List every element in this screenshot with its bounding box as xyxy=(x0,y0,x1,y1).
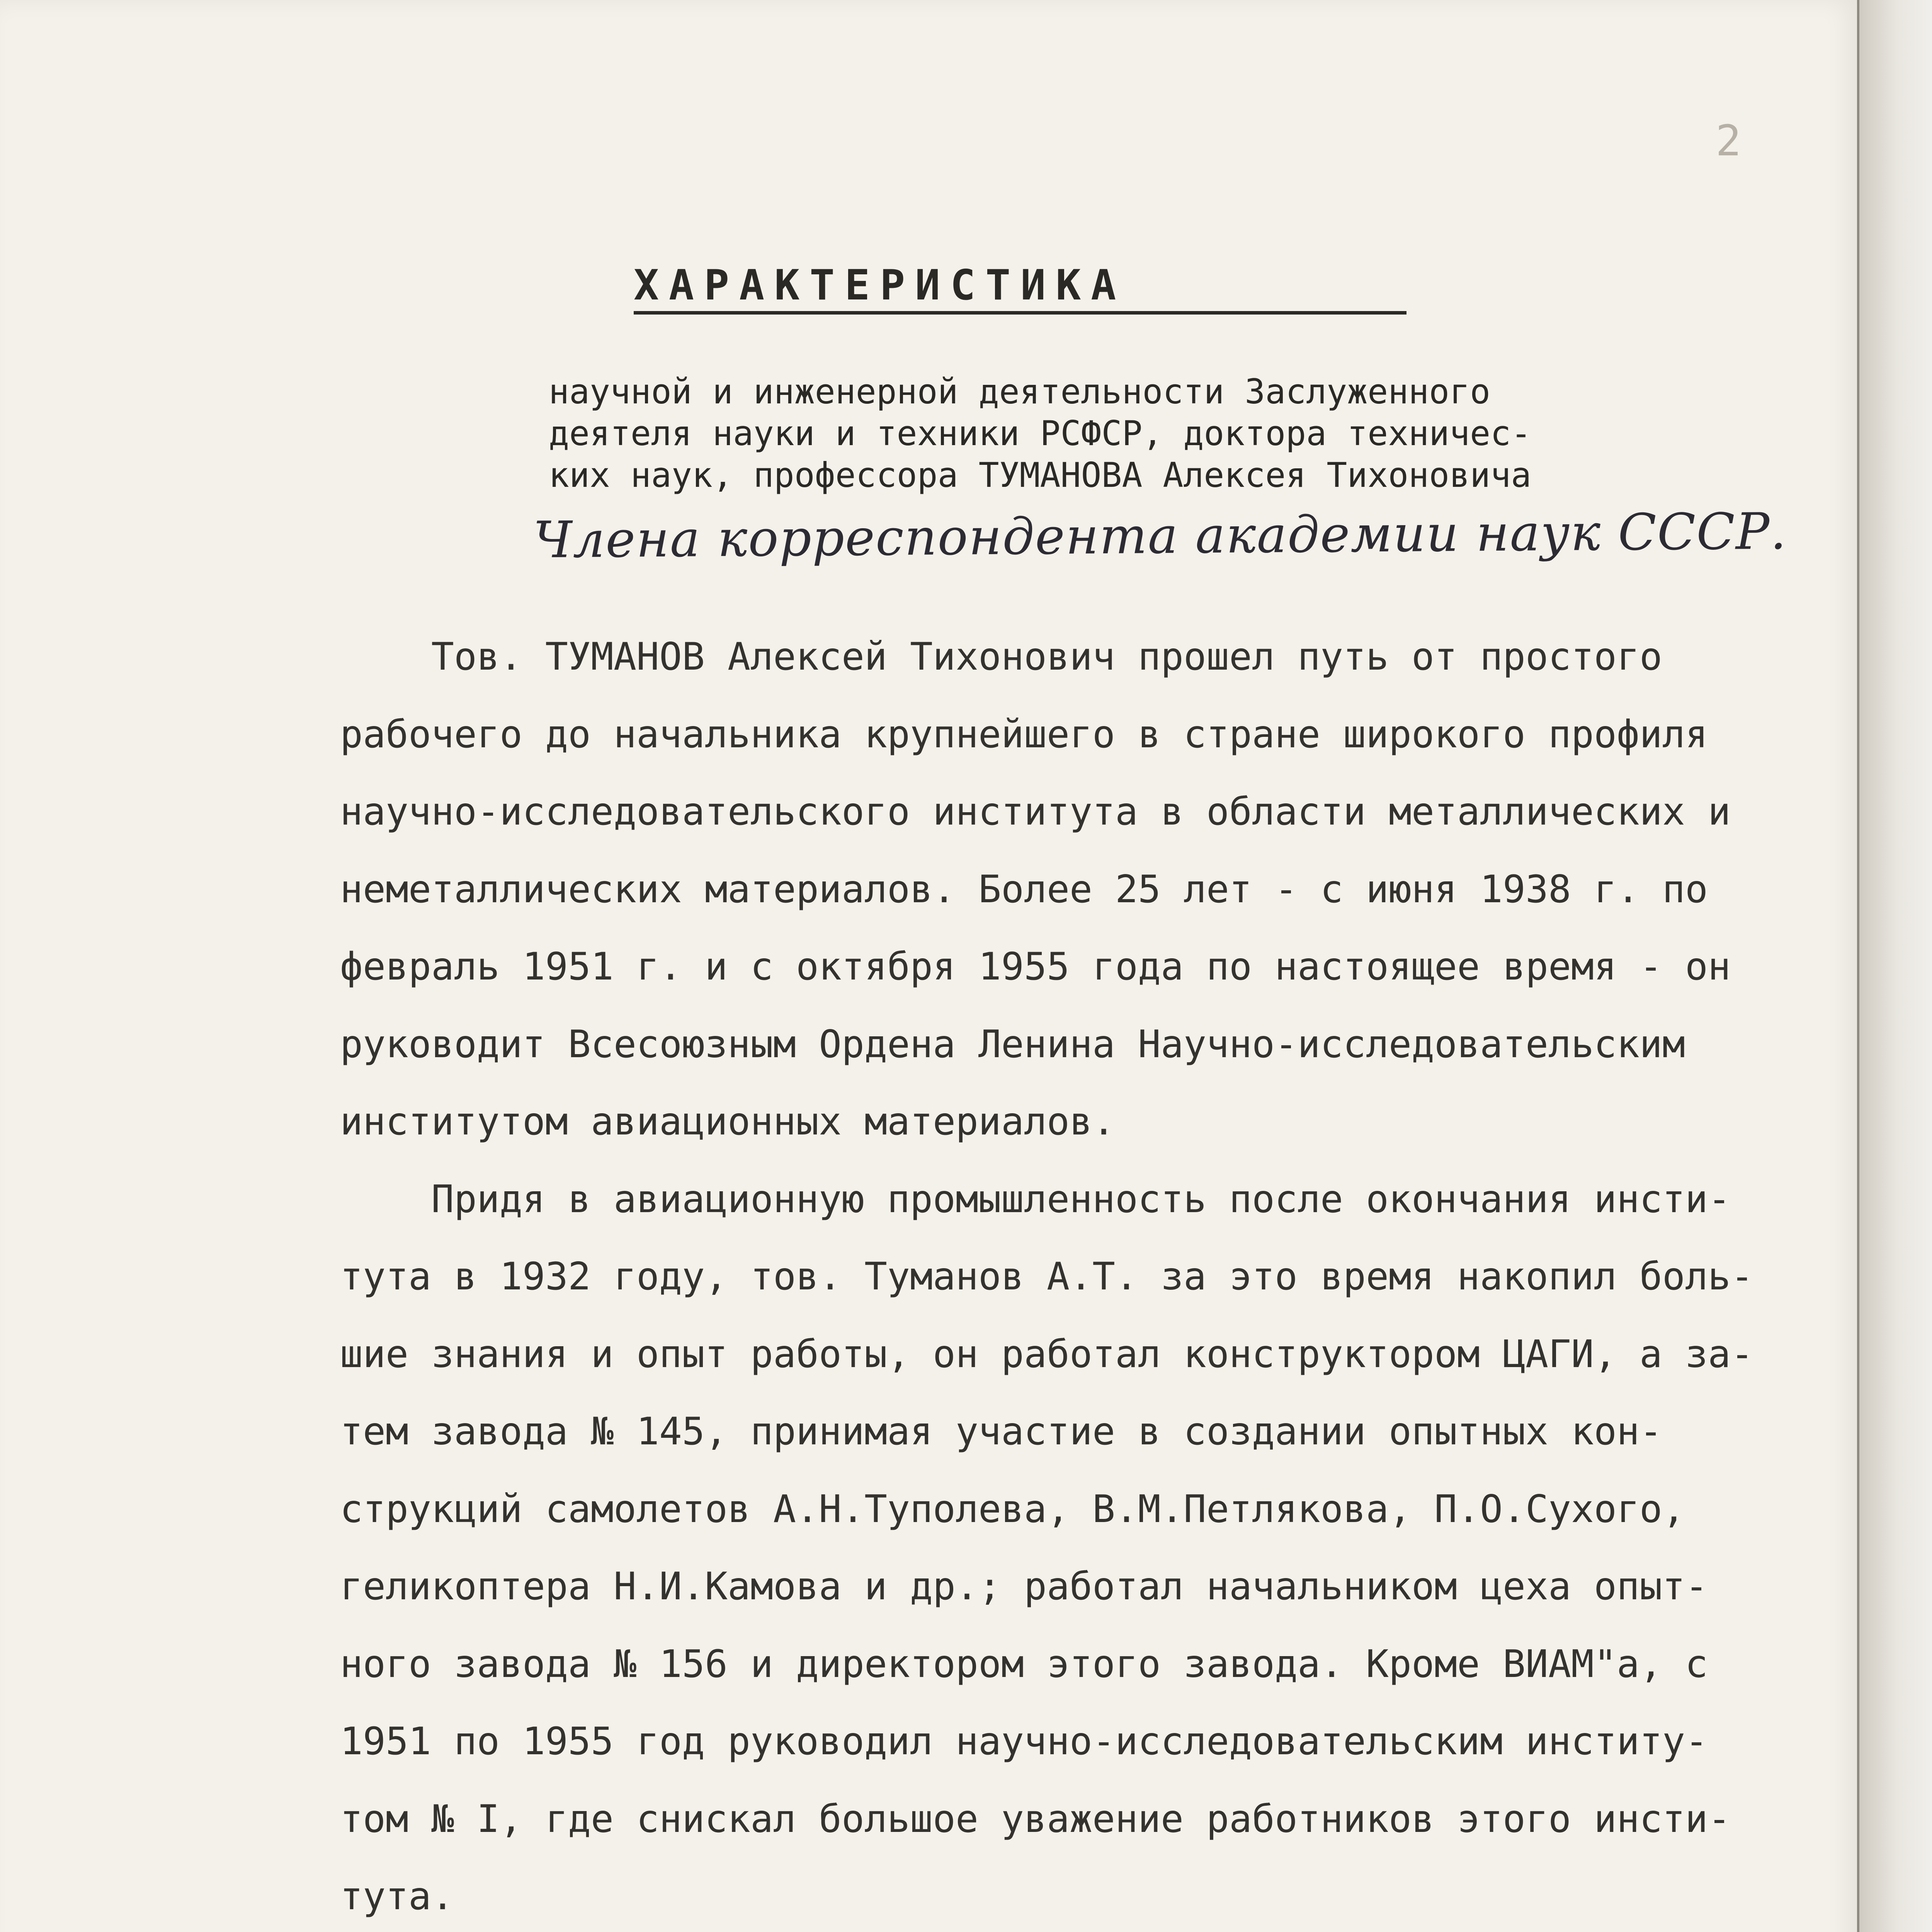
body-line: струкций самолетов А.Н.Туполева, В.М.Петлякова, П.О.Сухого, xyxy=(340,1487,1685,1531)
document-title: ХАРАКТЕРИСТИКА xyxy=(634,263,1406,315)
body-line: Тов. ТУМАНОВ Алексей Тихонович прошел путь от простого xyxy=(340,635,1663,679)
body-text xyxy=(340,618,1808,1932)
subtitle-line: деятеля науки и техники РСФСР, доктора техничес- xyxy=(549,413,1532,453)
body-line: рабочего до начальника крупнейшего в стране широкого профиля xyxy=(340,712,1708,757)
body-line: 1951 по 1955 год руководил научно-исследовательским институ- xyxy=(340,1719,1708,1764)
body-line: научно-исследовательского института в области металлических и xyxy=(340,790,1731,834)
body-line: Придя в авиационную промышленность после окончания инсти- xyxy=(340,1177,1731,1221)
body-line: шие знания и опыт работы, он работал конструктором ЦАГИ, а за- xyxy=(340,1332,1754,1376)
page-edge xyxy=(1859,0,1932,1932)
document-subtitle xyxy=(549,371,1531,496)
body-line: неметаллических материалов. Более 25 лет - с июня 1938 г. по xyxy=(340,867,1708,912)
body-line: февраль 1951 г. и с октября 1955 года по настоящее время - он xyxy=(340,945,1731,989)
body-line: геликоптера Н.И.Камова и др.; работал начальником цеха опыт- xyxy=(340,1565,1708,1609)
body-line: том № I, где снискал большое уважение работников этого инсти- xyxy=(340,1797,1731,1841)
page-number: 2 xyxy=(1716,116,1742,165)
body-line: ного завода № 156 и директором этого завода. Кроме ВИАМ"а, с xyxy=(340,1642,1708,1686)
body-line: институтом авиационных материалов. xyxy=(340,1100,1116,1144)
body-line: тем завода № 145, принимая участие в создании опытных кон- xyxy=(340,1410,1663,1454)
subtitle-line: научной и инженерной деятельности Заслуженного xyxy=(549,372,1491,412)
body-line: тута. xyxy=(340,1874,454,1918)
page-fold-line xyxy=(1857,0,1859,1932)
subtitle-line: ких наук, профессора ТУМАНОВА Алексея Тихоновича xyxy=(549,455,1532,495)
body-line: руководит Всесоюзным Ордена Ленина Научно-исследовательским xyxy=(340,1022,1685,1066)
handwritten-addition: Члена корреспондента академии наук СССР. xyxy=(533,502,1787,570)
body-line: тута в 1932 году, тов. Туманов А.Т. за это время накопил боль- xyxy=(340,1255,1754,1299)
